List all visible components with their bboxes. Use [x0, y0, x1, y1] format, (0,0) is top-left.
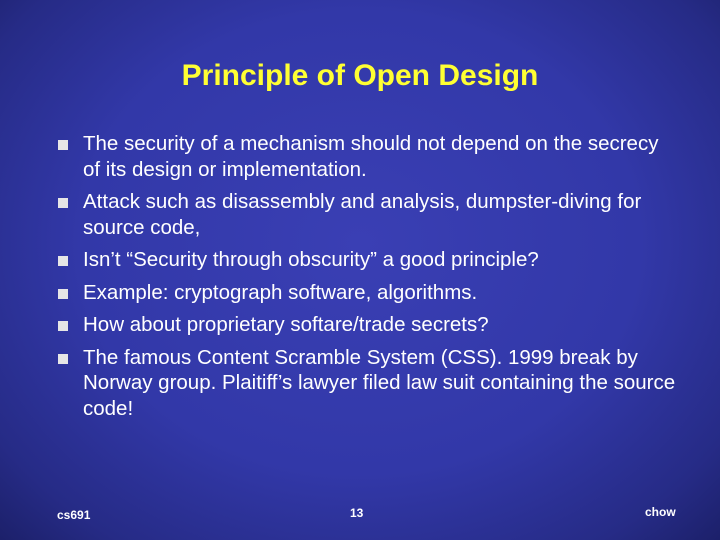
bullet-text: The security of a mechanism should not depend on the secrecy of its design or implementation. [83, 132, 659, 181]
bullet-item [58, 189, 678, 240]
bullet-text: Attack such as disassembly and analysis, dumpster-diving for source code, [83, 190, 642, 239]
bullet-text: How about proprietary softare/trade secrets? [83, 313, 489, 336]
footer-course-code: cs691 [57, 508, 91, 522]
square-bullet-icon [58, 198, 68, 208]
bullet-item [58, 345, 678, 422]
footer-author: chow [645, 505, 676, 519]
bullet-item [58, 247, 678, 273]
footer-page-number: 13 [350, 506, 364, 520]
square-bullet-icon [58, 354, 68, 364]
square-bullet-icon [58, 321, 68, 331]
bullet-list [58, 131, 678, 421]
bullet-item [58, 312, 678, 338]
square-bullet-icon [58, 140, 68, 150]
bullet-item [58, 280, 678, 306]
bullet-text: Isn’t “Security through obscurity” a good principle? [83, 248, 539, 271]
square-bullet-icon [58, 289, 68, 299]
bullet-text: The famous Content Scramble System (CSS). 1999 break by Norway group. Plaitiff’s lawyer filed law suit containing the source code! [83, 345, 676, 420]
bullet-item [58, 131, 678, 182]
square-bullet-icon [58, 256, 68, 266]
slide-title: Principle of Open Design [181, 59, 539, 92]
bullet-text: Example: cryptograph software, algorithms. [83, 280, 478, 304]
